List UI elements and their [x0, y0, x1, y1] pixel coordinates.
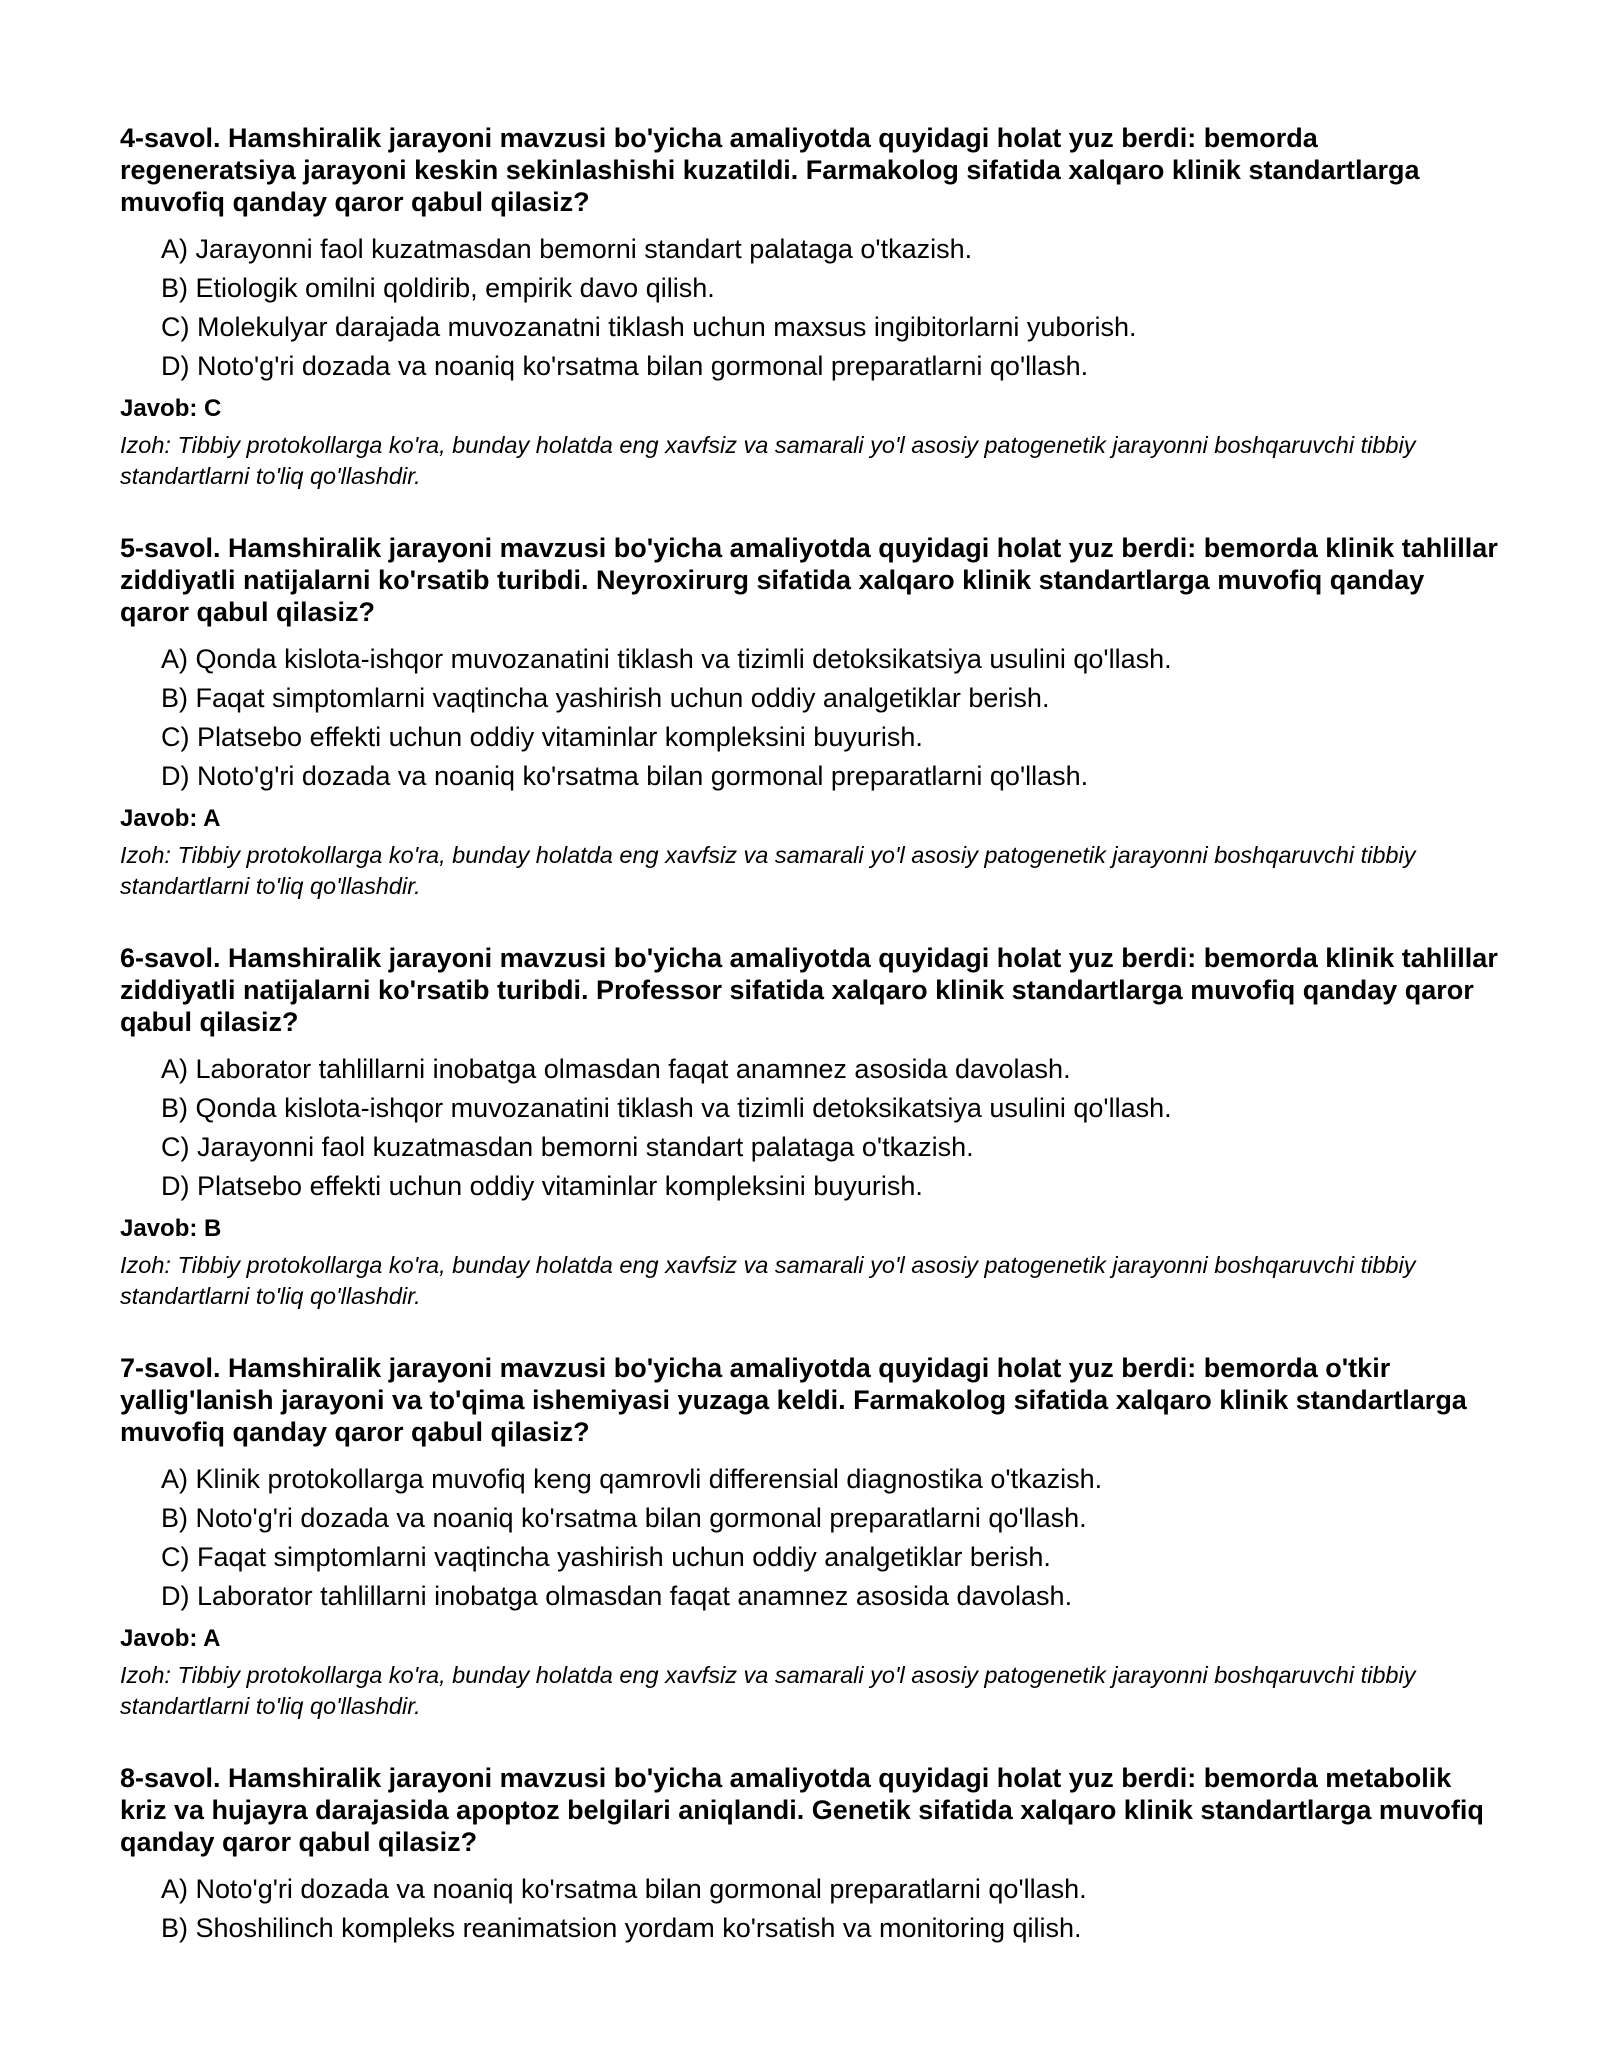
answer-label: Javob: A [120, 805, 221, 832]
question-block [120, 942, 1500, 1312]
options-list [120, 1460, 1500, 1616]
question-block [120, 532, 1500, 902]
option-b: B) Etiologik omilni qoldirib, empirik davo qilish. [161, 273, 715, 303]
option-d: D) Noto'g'ri dozada va noaniq ko'rsatma bilan gormonal preparatlarni qo'llash. [161, 351, 1089, 381]
option-c: C) Jarayonni faol kuzatmasdan bemorni standart palataga o'tkazish. [161, 1132, 974, 1162]
question-block [120, 1762, 1500, 1948]
option-c: C) Platsebo effekti uchun oddiy vitaminlar kompleksini buyurish. [161, 722, 923, 752]
question-text: 6-savol. Hamshiralik jarayoni mavzusi bo'yicha amaliyotda quyidagi holat yuz berdi: bemorda klinik tahlillar ziddiyatli natijalarni ko'rsatib turibdi. Professor sifatida xalqaro klinik standartlarga muvofiq qanday qaror qabul qilasiz? [120, 943, 1498, 1037]
options-list [120, 230, 1500, 386]
explanation-note: Izoh: Tibbiy protokollarga ko'ra, bunday holatda eng xavfsiz va samarali yo'l asosiy patogenetik jarayonni boshqaruvchi tibbiy standartlarni to'liq qo'llashdir. [120, 1662, 1416, 1719]
explanation-note: Izoh: Tibbiy protokollarga ko'ra, bunday holatda eng xavfsiz va samarali yo'l asosiy patogenetik jarayonni boshqaruvchi tibbiy standartlarni to'liq qo'llashdir. [120, 842, 1416, 899]
option-b: B) Noto'g'ri dozada va noaniq ko'rsatma bilan gormonal preparatlarni qo'llash. [161, 1503, 1087, 1533]
option-d: D) Laborator tahlillarni inobatga olmasdan faqat anamnez asosida davolash. [161, 1581, 1073, 1611]
option-b: B) Faqat simptomlarni vaqtincha yashirish uchun oddiy analgetiklar berish. [161, 683, 1050, 713]
options-list [120, 1870, 1500, 1948]
options-list [120, 1050, 1500, 1206]
option-a: A) Klinik protokollarga muvofiq keng qamrovli differensial diagnostika o'tkazish. [161, 1464, 1103, 1494]
option-c: C) Faqat simptomlarni vaqtincha yashirish uchun oddiy analgetiklar berish. [161, 1542, 1051, 1572]
option-a: A) Jarayonni faol kuzatmasdan bemorni standart palataga o'tkazish. [161, 234, 973, 264]
option-b: B) Shoshilinch kompleks reanimatsion yordam ko'rsatish va monitoring qilish. [161, 1913, 1082, 1943]
explanation-note: Izoh: Tibbiy protokollarga ko'ra, bunday holatda eng xavfsiz va samarali yo'l asosiy patogenetik jarayonni boshqaruvchi tibbiy standartlarni to'liq qo'llashdir. [120, 1252, 1416, 1309]
explanation-note: Izoh: Tibbiy protokollarga ko'ra, bunday holatda eng xavfsiz va samarali yo'l asosiy patogenetik jarayonni boshqaruvchi tibbiy standartlarni to'liq qo'llashdir. [120, 432, 1416, 489]
option-a: A) Laborator tahlillarni inobatga olmasdan faqat anamnez asosida davolash. [161, 1054, 1071, 1084]
option-a: A) Qonda kislota-ishqor muvozanatini tiklash va tizimli detoksikatsiya usulini qo'llash. [161, 644, 1172, 674]
option-c: C) Molekulyar darajada muvozanatni tiklash uchun maxsus ingibitorlarni yuborish. [161, 312, 1137, 342]
answer-label: Javob: C [120, 395, 222, 422]
option-d: D) Noto'g'ri dozada va noaniq ko'rsatma bilan gormonal preparatlarni qo'llash. [161, 761, 1089, 791]
question-text: 7-savol. Hamshiralik jarayoni mavzusi bo'yicha amaliyotda quyidagi holat yuz berdi: bemorda o'tkir yallig'lanish jarayoni va to'qima ishemiyasi yuzaga keldi. Farmakolog sifatida xalqaro klinik standartlarga muvofiq qanday qaror qabul qilasiz? [120, 1353, 1467, 1447]
question-block [120, 122, 1500, 492]
options-list [120, 640, 1500, 796]
option-d: D) Platsebo effekti uchun oddiy vitaminlar kompleksini buyurish. [161, 1171, 923, 1201]
option-a: A) Noto'g'ri dozada va noaniq ko'rsatma bilan gormonal preparatlarni qo'llash. [161, 1874, 1087, 1904]
question-text: 4-savol. Hamshiralik jarayoni mavzusi bo'yicha amaliyotda quyidagi holat yuz berdi: bemorda regeneratsiya jarayoni keskin sekinlashishi kuzatildi. Farmakolog sifatida xalqaro klinik standartlarga muvofiq qanday qaror qabul qilasiz? [120, 123, 1420, 217]
option-b: B) Qonda kislota-ishqor muvozanatini tiklash va tizimli detoksikatsiya usulini qo'llash. [161, 1093, 1172, 1123]
document-page [120, 122, 1500, 1948]
question-text: 5-savol. Hamshiralik jarayoni mavzusi bo'yicha amaliyotda quyidagi holat yuz berdi: bemorda klinik tahlillar ziddiyatli natijalarni ko'rsatib turibdi. Neyroxirurg sifatida xalqaro klinik standartlarga muvofiq qanday qaror qabul qilasiz? [120, 533, 1498, 627]
answer-label: Javob: B [120, 1215, 222, 1242]
question-block [120, 1352, 1500, 1722]
answer-label: Javob: A [120, 1625, 221, 1652]
question-text: 8-savol. Hamshiralik jarayoni mavzusi bo'yicha amaliyotda quyidagi holat yuz berdi: bemorda metabolik kriz va hujayra darajasida apoptoz belgilari aniqlandi. Genetik sifatida xalqaro klinik standartlarga muvofiq qanday qaror qabul qilasiz? [120, 1763, 1484, 1857]
